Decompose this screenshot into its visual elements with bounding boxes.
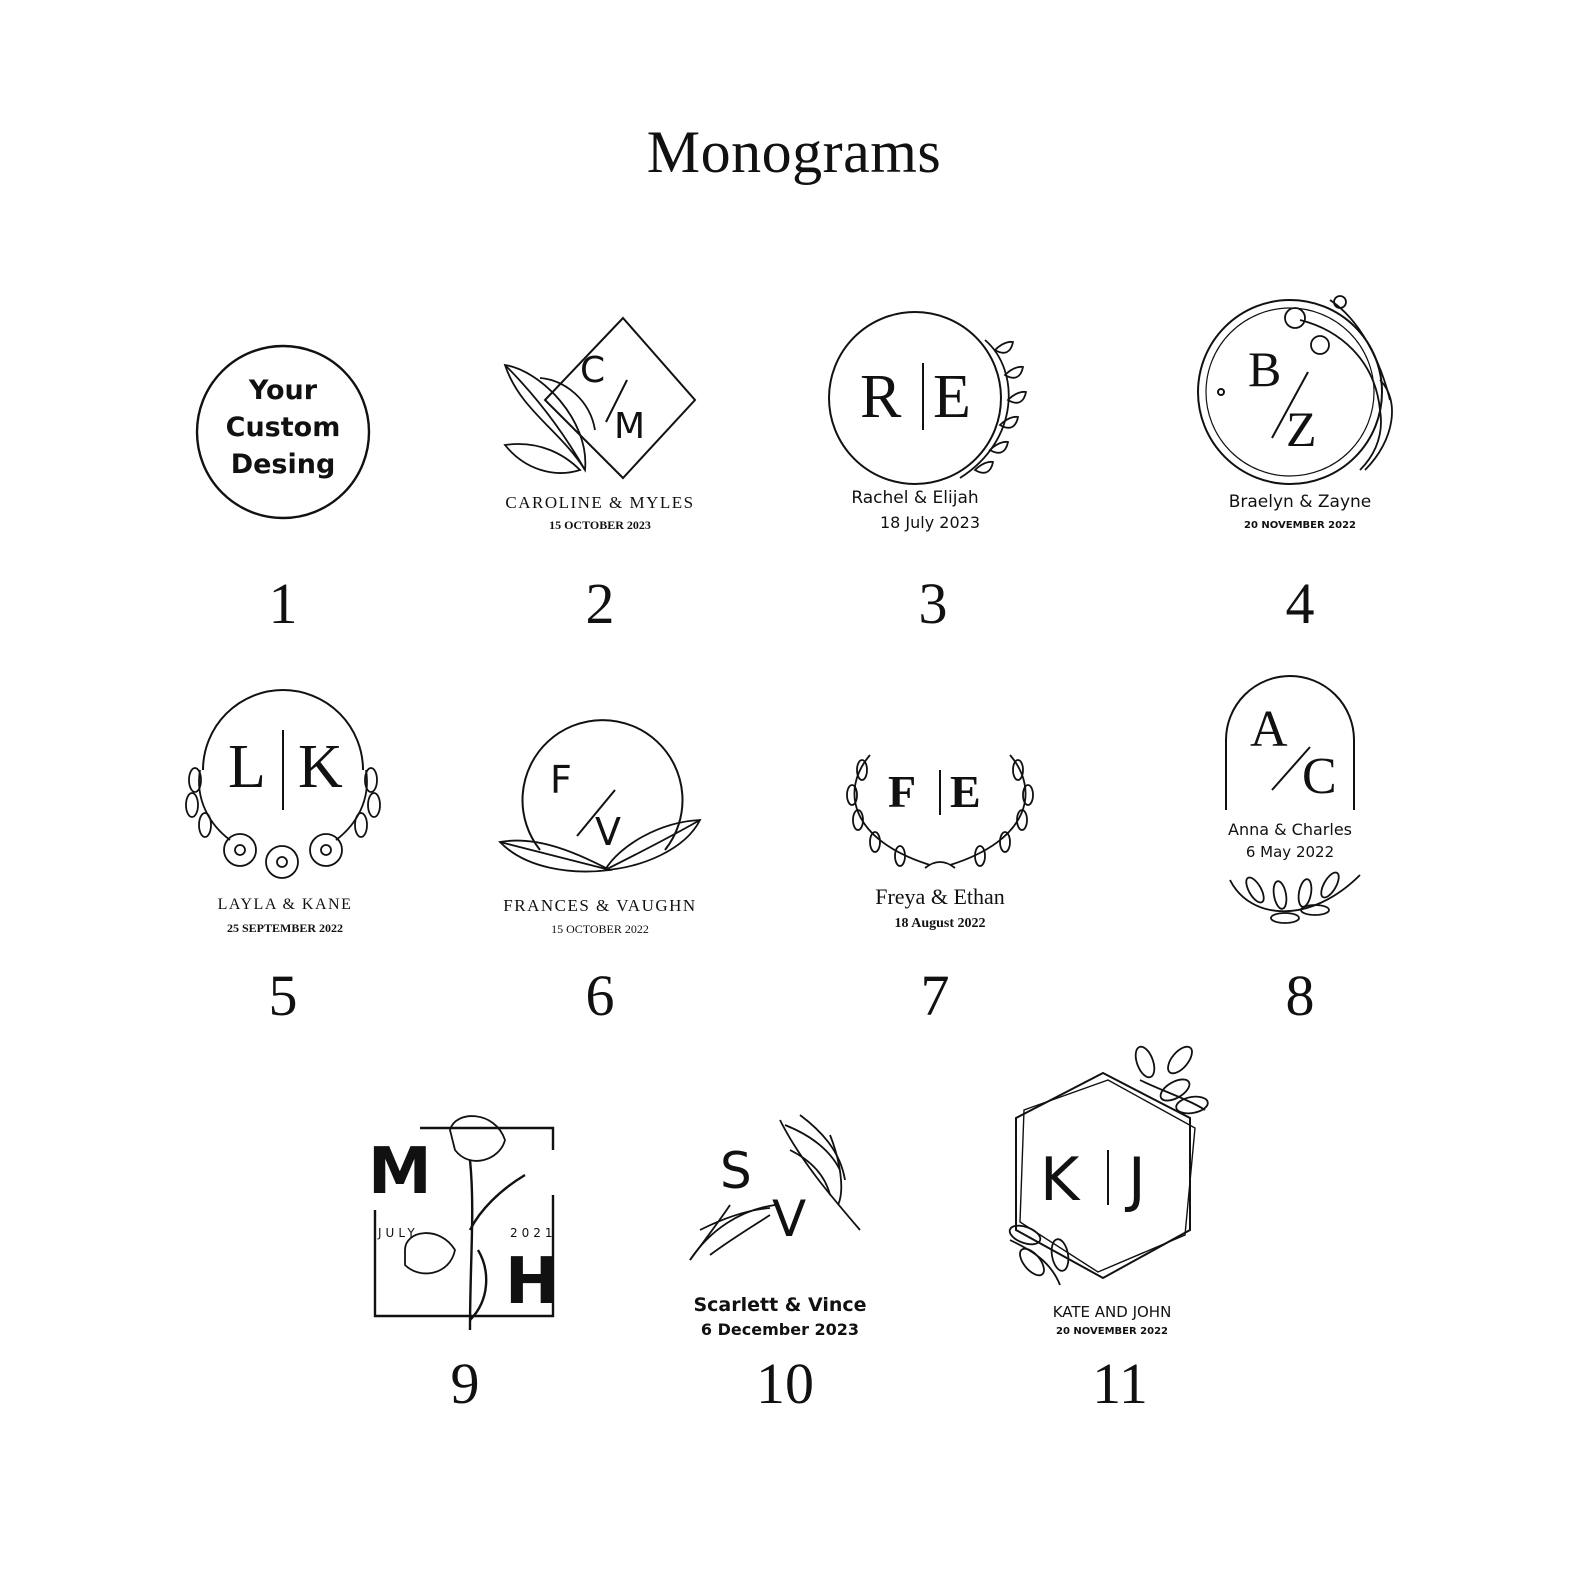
monogram-7-initial-1: F: [888, 766, 917, 817]
monogram-10-number: 10: [756, 1351, 814, 1416]
monogram-2-diamond: [545, 318, 695, 478]
monogram-3-initial-1: R: [860, 363, 902, 431]
monogram-1-line-2: Custom: [225, 412, 341, 443]
monogram-10-names: Scarlett & Vince: [693, 1294, 867, 1316]
monogram-7-initial-2: E: [950, 766, 981, 817]
monogram-6-date: 15 OCTOBER 2022: [551, 922, 649, 936]
monogram-7-date: 18 August 2022: [894, 916, 986, 931]
monogram-11-leaf-icon: [1007, 1043, 1209, 1285]
monogram-6-initial-1: F: [550, 758, 572, 802]
monogram-3-date: 18 July 2023: [879, 513, 981, 532]
monogram-9-initial-2: H: [505, 1245, 559, 1319]
monogram-11-number: 11: [1092, 1351, 1148, 1416]
monogram-8-initial-1: A: [1250, 701, 1288, 758]
monogram-2-initial-1: C: [580, 350, 606, 391]
page-title: Monograms: [646, 119, 942, 185]
monogram-9-year: 2021: [510, 1226, 557, 1240]
monogram-8-names: Anna & Charles: [1228, 820, 1352, 839]
monogram-6-initial-2: V: [595, 810, 621, 854]
monogram-10-initial-2: V: [772, 1190, 807, 1248]
monogram-3-initial-2: E: [933, 363, 971, 431]
monogram-4-initial-1: B: [1248, 341, 1282, 397]
monogram-4-names: Braelyn & Zayne: [1228, 492, 1372, 512]
monogram-8-number: 8: [1285, 963, 1315, 1028]
monogram-9-initial-1: M: [368, 1135, 432, 1209]
monogram-11-date: 20 NOVEMBER 2022: [1056, 1326, 1168, 1337]
monogram-2-number: 2: [585, 571, 615, 636]
monogram-4-number: 4: [1285, 571, 1315, 636]
monogram-7-laurel-icon: [847, 755, 1033, 868]
monogram-9-number: 9: [450, 1351, 480, 1416]
monogram-3-circle: [829, 312, 1001, 484]
monogram-5-names: LAYLA & KANE: [217, 896, 353, 913]
monogram-3-names: Rachel & Elijah: [851, 488, 979, 508]
monogram-6-number: 6: [585, 963, 615, 1028]
monogram-7-names: Freya & Ethan: [875, 884, 1005, 909]
monogram-11-initial-2: J: [1128, 1145, 1146, 1215]
monogram-4-date: 20 NOVEMBER 2022: [1244, 520, 1356, 531]
monogram-10-date: 6 December 2023: [700, 1320, 860, 1339]
monogram-1-number: 1: [268, 571, 298, 636]
monogram-6-names: FRANCES & VAUGHN: [503, 896, 697, 915]
monogram-8-initial-2: C: [1302, 748, 1337, 805]
monogram-5-wreath-icon: [186, 768, 380, 878]
monogram-11-names: KATE AND JOHN: [1052, 1303, 1172, 1321]
monogram-8-date: 6 May 2022: [1245, 843, 1335, 861]
monogram-9-month: JULY: [378, 1226, 419, 1240]
monogram-3-number: 3: [918, 571, 948, 636]
monogram-2-names: CAROLINE & MYLES: [505, 493, 695, 512]
monogram-5-initial-2: K: [298, 733, 343, 801]
monogram-2-date: 15 OCTOBER 2023: [549, 518, 651, 532]
monogram-1-text: [203, 372, 363, 483]
monogram-1-line-3: Desing: [230, 449, 336, 480]
monogram-1-line-1: Your: [248, 375, 318, 406]
monogram-11-initial-1: K: [1040, 1145, 1080, 1215]
monogram-8-leaf-icon: [1230, 870, 1360, 923]
monogram-5-number: 5: [268, 963, 298, 1028]
monogram-5-initial-1: L: [228, 733, 266, 801]
monogram-4-initial-2: Z: [1286, 401, 1317, 457]
monogram-2-initial-2: M: [614, 406, 646, 447]
monogram-5-date: 25 SEPTEMBER 2022: [226, 921, 343, 935]
monogram-10-initial-1: S: [720, 1142, 752, 1200]
monogram-7-number: 7: [920, 963, 950, 1028]
